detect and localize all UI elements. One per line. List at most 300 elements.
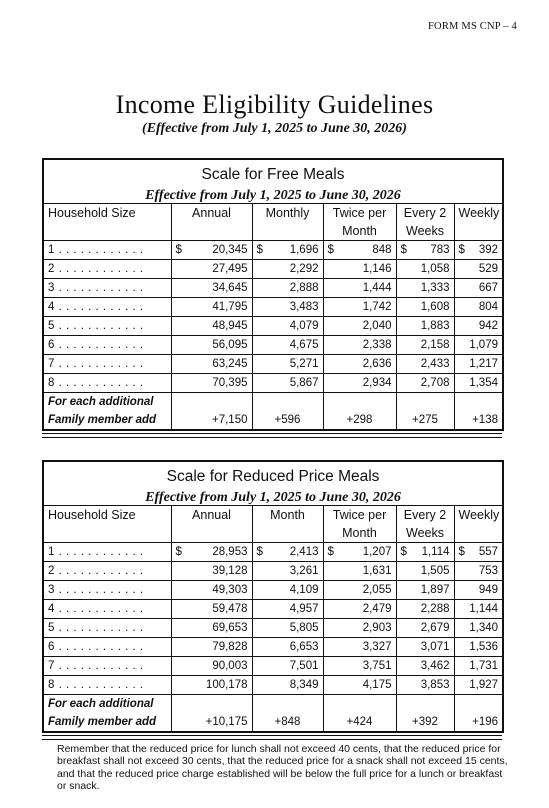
amount-value: 1,079	[469, 339, 498, 351]
amount-wrap	[257, 581, 319, 599]
column-header: Annual	[171, 204, 252, 241]
column-header: Every 2 Weeks	[396, 506, 454, 543]
amount-cell	[396, 657, 454, 676]
table-row	[43, 355, 503, 374]
page-title: Income Eligibility Guidelines	[115, 90, 434, 119]
amount-wrap	[176, 562, 248, 580]
table-header-row	[43, 506, 503, 543]
column-header: Every 2 Weeks	[396, 204, 454, 241]
amount-wrap	[401, 676, 450, 694]
amount-value: 1,631	[362, 565, 392, 577]
amount-value: 100,178	[205, 679, 248, 691]
amount-wrap	[257, 374, 319, 392]
amount-cell	[323, 355, 396, 374]
amount-cell	[396, 317, 454, 336]
column-header: Household Size	[43, 506, 171, 543]
amount-cell	[323, 336, 396, 355]
amount-value: 1,144	[469, 603, 499, 615]
amount-cell	[454, 543, 503, 562]
amount-cell	[396, 260, 454, 279]
amount-value: 2,158	[420, 339, 450, 351]
amount-value: 5,271	[289, 358, 319, 370]
household-size-cell: 2 . . . . . . . . . . . .	[43, 260, 171, 279]
amount-wrap	[401, 336, 450, 354]
amount-value: 392	[478, 244, 498, 256]
table-title: Scale for Reduced Price Meals	[166, 468, 380, 485]
amount-wrap	[459, 562, 499, 580]
currency-symbol: $	[400, 546, 407, 558]
amount-wrap	[328, 619, 392, 637]
household-size-cell: 8 . . . . . . . . . . . .	[43, 676, 171, 695]
amount-cell	[171, 543, 252, 562]
amount-cell	[396, 543, 454, 562]
page-subtitle: (Effective from July 1, 2025 to June 30, 2026)	[142, 121, 407, 136]
amount-cell	[252, 317, 323, 336]
amount-cell	[396, 676, 454, 695]
amount-cell	[252, 355, 323, 374]
table-title: Scale for Free Meals	[201, 166, 345, 183]
additional-member-label: For each additional Family member add	[48, 396, 157, 426]
amount-cell	[454, 600, 503, 619]
column-header: Weekly	[454, 204, 503, 241]
additional-member-label: For each additional Family member add	[48, 698, 157, 728]
amount-cell	[454, 241, 503, 260]
amount-cell	[323, 600, 396, 619]
household-size-cell: 6 . . . . . . . . . . . .	[43, 638, 171, 657]
amount-cell	[396, 241, 454, 260]
amount-value: 4,175	[362, 679, 392, 691]
amount-value: 557	[478, 546, 499, 558]
amount-wrap	[328, 543, 392, 561]
amount-value: 949	[478, 584, 499, 596]
additional-amount: +7,150	[171, 393, 252, 431]
amount-wrap	[257, 241, 319, 259]
amount-value: 942	[478, 320, 498, 332]
amount-value: 28,953	[212, 546, 248, 558]
amount-value: 1,897	[420, 584, 450, 596]
amount-cell	[252, 562, 323, 581]
amount-wrap	[257, 260, 319, 278]
amount-value: 2,903	[362, 622, 392, 634]
amount-value: 4,109	[289, 584, 319, 596]
amount-wrap	[459, 543, 499, 561]
currency-symbol: $	[458, 546, 465, 558]
additional-amount: +10,175	[171, 695, 252, 733]
amount-cell	[252, 676, 323, 695]
household-size-cell: 4 . . . . . . . . . . . .	[43, 600, 171, 619]
amount-cell	[396, 562, 454, 581]
amount-value: 20,345	[212, 244, 248, 256]
table-row	[43, 657, 503, 676]
amount-value: 4,675	[289, 339, 319, 351]
currency-symbol: $	[175, 244, 182, 256]
amount-value: 1,058	[420, 263, 450, 275]
additional-member-row	[43, 695, 503, 733]
amount-value: 529	[478, 263, 498, 275]
amount-cell	[171, 260, 252, 279]
amount-value: 4,957	[289, 603, 319, 615]
amount-cell	[171, 355, 252, 374]
amount-value: 34,645	[212, 282, 248, 294]
amount-cell	[323, 581, 396, 600]
amount-cell	[454, 581, 503, 600]
amount-wrap	[401, 638, 450, 656]
column-header: Weekly	[454, 506, 503, 543]
amount-wrap	[176, 600, 248, 618]
amount-cell	[252, 619, 323, 638]
amount-value: 56,095	[212, 339, 248, 351]
reduced-meals-table	[42, 460, 504, 733]
currency-symbol: $	[400, 244, 407, 256]
table-row	[43, 600, 503, 619]
currency-symbol: $	[256, 546, 263, 558]
amount-wrap	[459, 260, 499, 278]
amount-cell	[252, 638, 323, 657]
amount-cell	[323, 676, 396, 695]
amount-wrap	[257, 638, 319, 656]
table-effective-row	[43, 188, 503, 204]
amount-cell	[171, 279, 252, 298]
amount-wrap	[257, 279, 319, 297]
amount-value: 1,340	[469, 622, 499, 634]
amount-value: 1,927	[469, 679, 499, 691]
table-row	[43, 562, 503, 581]
amount-cell	[171, 581, 252, 600]
household-size-cell: 5 . . . . . . . . . . . .	[43, 619, 171, 638]
amount-cell	[171, 336, 252, 355]
amount-value: 3,327	[362, 641, 392, 653]
amount-value: 2,055	[362, 584, 392, 596]
amount-wrap	[459, 355, 499, 373]
amount-value: 2,338	[362, 339, 392, 351]
amount-value: 2,433	[420, 358, 450, 370]
column-header: Annual	[171, 506, 252, 543]
household-size-cell: 3 . . . . . . . . . . . .	[43, 279, 171, 298]
amount-value: 59,478	[212, 603, 248, 615]
amount-cell	[396, 336, 454, 355]
amount-wrap	[401, 279, 450, 297]
amount-value: 753	[478, 565, 499, 577]
amount-value: 8,349	[289, 679, 319, 691]
table-title-row	[43, 159, 503, 188]
amount-cell	[252, 241, 323, 260]
currency-symbol: $	[175, 546, 182, 558]
amount-cell	[454, 676, 503, 695]
amount-cell	[323, 260, 396, 279]
amount-value: 39,128	[212, 565, 248, 577]
additional-amount: +848	[252, 695, 323, 733]
amount-value: 41,795	[212, 301, 248, 313]
amount-wrap	[257, 298, 319, 316]
household-size-cell: 2 . . . . . . . . . . . .	[43, 562, 171, 581]
amount-value: 848	[372, 244, 392, 256]
amount-cell	[454, 317, 503, 336]
amount-wrap	[328, 241, 392, 259]
amount-wrap	[401, 355, 450, 373]
amount-value: 2,708	[420, 377, 450, 389]
amount-cell	[171, 638, 252, 657]
reduced-meals-table-wrap	[42, 460, 502, 740]
amount-value: 70,395	[212, 377, 248, 389]
table-row	[43, 581, 503, 600]
amount-cell	[454, 657, 503, 676]
amount-value: 2,636	[362, 358, 392, 370]
amount-cell	[171, 562, 252, 581]
amount-cell	[396, 298, 454, 317]
amount-value: 1,608	[420, 301, 450, 313]
amount-cell	[171, 317, 252, 336]
amount-value: 6,653	[289, 641, 319, 653]
household-size-cell: 6 . . . . . . . . . . . .	[43, 336, 171, 355]
amount-value: 2,413	[289, 546, 319, 558]
amount-value: 3,462	[420, 660, 450, 672]
table-effective-row	[43, 490, 503, 506]
amount-value: 2,679	[420, 622, 450, 634]
amount-cell	[323, 241, 396, 260]
amount-value: 3,853	[420, 679, 450, 691]
table-effective-date: Effective from July 1, 2025 to June 30, 2026	[43, 490, 503, 506]
amount-wrap	[459, 600, 499, 618]
amount-wrap	[328, 638, 392, 656]
amount-wrap	[328, 657, 392, 675]
amount-cell	[396, 279, 454, 298]
amount-cell	[252, 374, 323, 393]
amount-wrap	[176, 638, 248, 656]
amount-value: 5,805	[289, 622, 319, 634]
amount-value: 1,146	[362, 263, 392, 275]
amount-wrap	[176, 355, 248, 373]
amount-cell	[171, 657, 252, 676]
amount-wrap	[176, 241, 248, 259]
amount-value: 1,536	[469, 641, 499, 653]
column-header: Monthly	[252, 204, 323, 241]
amount-value: 90,003	[212, 660, 248, 672]
amount-value: 79,828	[212, 641, 248, 653]
amount-wrap	[176, 260, 248, 278]
amount-value: 1,883	[420, 320, 450, 332]
amount-wrap	[459, 638, 499, 656]
amount-cell	[171, 676, 252, 695]
amount-cell	[454, 279, 503, 298]
amount-wrap	[401, 619, 450, 637]
amount-wrap	[401, 260, 450, 278]
amount-cell	[454, 374, 503, 393]
amount-wrap	[257, 317, 319, 335]
table-bottom-rule	[42, 433, 502, 438]
amount-value: 1,505	[420, 565, 450, 577]
additional-amount: +275	[396, 393, 454, 431]
amount-wrap	[459, 317, 499, 335]
amount-value: 2,934	[362, 377, 392, 389]
amount-wrap	[459, 279, 499, 297]
amount-cell	[323, 543, 396, 562]
amount-value: 1,114	[421, 546, 450, 558]
amount-wrap	[401, 543, 450, 561]
table-bottom-rule	[42, 735, 502, 740]
household-size-cell: 7 . . . . . . . . . . . .	[43, 657, 171, 676]
amount-wrap	[401, 600, 450, 618]
amount-value: 783	[430, 244, 450, 256]
amount-cell	[252, 581, 323, 600]
amount-cell	[323, 298, 396, 317]
amount-cell	[171, 374, 252, 393]
amount-wrap	[257, 562, 319, 580]
household-size-cell: 7 . . . . . . . . . . . .	[43, 355, 171, 374]
amount-wrap	[257, 543, 319, 561]
amount-value: 2,288	[420, 603, 450, 615]
amount-wrap	[328, 676, 392, 694]
amount-value: 1,742	[362, 301, 392, 313]
amount-wrap	[257, 619, 319, 637]
amount-wrap	[328, 600, 392, 618]
amount-cell	[171, 600, 252, 619]
amount-cell	[252, 543, 323, 562]
amount-wrap	[459, 374, 499, 392]
amount-value: 5,867	[289, 377, 319, 389]
additional-amount: +138	[454, 393, 503, 431]
amount-wrap	[328, 355, 392, 373]
household-size-cell: 3 . . . . . . . . . . . .	[43, 581, 171, 600]
amount-wrap	[328, 298, 392, 316]
column-header: Twice per Month	[323, 204, 396, 241]
amount-cell	[252, 600, 323, 619]
amount-cell	[323, 279, 396, 298]
amount-wrap	[459, 336, 499, 354]
amount-value: 1,731	[469, 660, 499, 672]
amount-cell	[454, 638, 503, 657]
amount-value: 2,479	[362, 603, 392, 615]
table-row	[43, 317, 503, 336]
amount-wrap	[257, 336, 319, 354]
amount-cell	[171, 241, 252, 260]
amount-wrap	[401, 241, 450, 259]
amount-wrap	[176, 298, 248, 316]
amount-cell	[396, 619, 454, 638]
amount-value: 2,888	[289, 282, 319, 294]
amount-wrap	[459, 298, 499, 316]
amount-cell	[171, 619, 252, 638]
amount-cell	[323, 374, 396, 393]
amount-wrap	[176, 336, 248, 354]
additional-amount: +596	[252, 393, 323, 431]
amount-cell	[396, 355, 454, 374]
free-meals-table-wrap	[42, 158, 502, 438]
amount-wrap	[459, 241, 499, 259]
free-meals-table	[42, 158, 504, 431]
amount-value: 3,261	[289, 565, 319, 577]
table-row	[43, 241, 503, 260]
amount-value: 1,696	[289, 244, 319, 256]
amount-value: 27,495	[212, 263, 248, 275]
amount-wrap	[176, 581, 248, 599]
amount-value: 63,245	[212, 358, 248, 370]
table-effective-date: Effective from July 1, 2025 to June 30, 2026	[43, 188, 503, 204]
column-header: Twice per Month	[323, 506, 396, 543]
amount-wrap	[176, 317, 248, 335]
amount-cell	[323, 619, 396, 638]
amount-value: 2,040	[362, 320, 392, 332]
amount-value: 3,751	[362, 660, 392, 672]
amount-cell	[323, 562, 396, 581]
amount-cell	[252, 279, 323, 298]
amount-wrap	[328, 336, 392, 354]
column-header: Household Size	[43, 204, 171, 241]
amount-value: 48,945	[212, 320, 248, 332]
amount-value: 1,207	[362, 546, 392, 558]
household-size-cell: 8 . . . . . . . . . . . .	[43, 374, 171, 393]
amount-value: 2,292	[289, 263, 319, 275]
amount-cell	[252, 260, 323, 279]
table-row	[43, 676, 503, 695]
amount-cell	[396, 638, 454, 657]
amount-wrap	[328, 374, 392, 392]
amount-wrap	[401, 581, 450, 599]
amount-value: 1,354	[469, 377, 498, 389]
household-size-cell: 1 . . . . . . . . . . . .	[43, 241, 171, 260]
amount-wrap	[401, 657, 450, 675]
amount-cell	[454, 298, 503, 317]
currency-symbol: $	[256, 244, 263, 256]
amount-cell	[252, 336, 323, 355]
amount-cell	[252, 298, 323, 317]
amount-cell	[396, 581, 454, 600]
table-header-row	[43, 204, 503, 241]
amount-wrap	[176, 543, 248, 561]
table-row	[43, 279, 503, 298]
household-size-cell: 4 . . . . . . . . . . . .	[43, 298, 171, 317]
currency-symbol: $	[327, 546, 334, 558]
table-row	[43, 336, 503, 355]
amount-wrap	[459, 676, 499, 694]
table-row	[43, 298, 503, 317]
additional-member-row	[43, 393, 503, 431]
amount-wrap	[459, 619, 499, 637]
amount-wrap	[328, 562, 392, 580]
household-size-cell: 1 . . . . . . . . . . . .	[43, 543, 171, 562]
additional-amount: +298	[323, 393, 396, 431]
table-row	[43, 619, 503, 638]
amount-wrap	[176, 374, 248, 392]
amount-wrap	[401, 374, 450, 392]
additional-amount: +392	[396, 695, 454, 733]
table-row	[43, 374, 503, 393]
amount-wrap	[401, 298, 450, 316]
amount-value: 3,483	[289, 301, 319, 313]
amount-value: 1,217	[469, 358, 498, 370]
amount-value: 804	[478, 301, 498, 313]
amount-cell	[454, 260, 503, 279]
amount-cell	[396, 600, 454, 619]
amount-wrap	[401, 562, 450, 580]
amount-wrap	[176, 619, 248, 637]
amount-wrap	[401, 317, 450, 335]
amount-value: 3,071	[420, 641, 450, 653]
additional-amount: +196	[454, 695, 503, 733]
additional-amount: +424	[323, 695, 396, 733]
amount-wrap	[459, 657, 499, 675]
amount-value: 4,079	[289, 320, 319, 332]
currency-symbol: $	[327, 244, 334, 256]
amount-wrap	[176, 279, 248, 297]
amount-wrap	[328, 581, 392, 599]
table-row	[43, 638, 503, 657]
reduced-price-note: Remember that the reduced price for lunch shall not exceed 40 cents, that the reduced price for breakfast shall not exceed 30 cents, that the reduced price for a snack shall not exceed 15 cents, and that the reduced price charge established will be below the full price for a lunch or breakfast or snack.	[57, 743, 508, 793]
amount-wrap	[257, 600, 319, 618]
household-size-cell: 5 . . . . . . . . . . . .	[43, 317, 171, 336]
amount-value: 1,333	[420, 282, 450, 294]
amount-wrap	[257, 657, 319, 675]
table-row	[43, 543, 503, 562]
